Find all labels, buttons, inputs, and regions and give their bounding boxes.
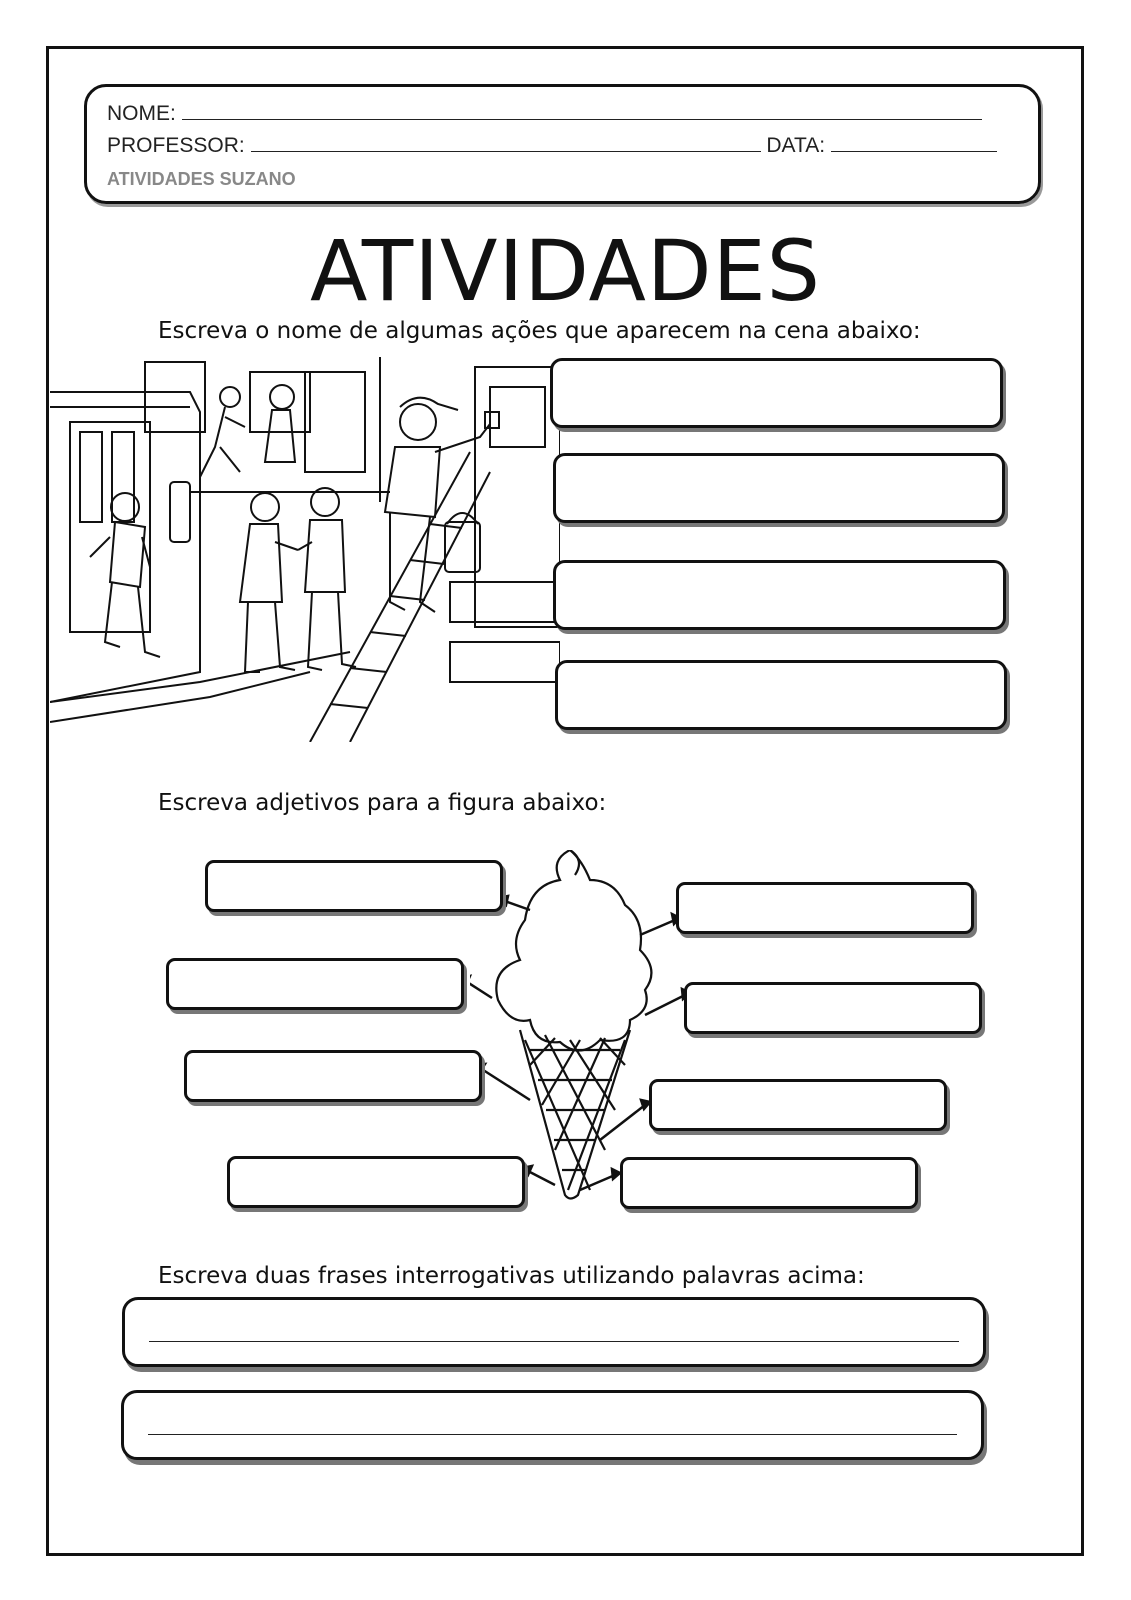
section2-instruction: Escreva adjetivos para a figura abaixo: xyxy=(158,790,607,816)
question-line-2[interactable] xyxy=(148,1434,957,1435)
name-row xyxy=(107,101,982,126)
action-answer-box-4[interactable] xyxy=(555,660,1007,730)
action-answer-box-1[interactable] xyxy=(550,358,1003,428)
adjective-box-left-2[interactable] xyxy=(166,958,464,1010)
section1-instruction: Escreva o nome de algumas ações que aparecem na cena abaixo: xyxy=(158,318,921,344)
name-field[interactable] xyxy=(182,101,982,120)
adjective-box-right-1[interactable] xyxy=(676,882,974,934)
adjective-box-left-1[interactable] xyxy=(205,860,503,912)
teacher-field[interactable] xyxy=(251,133,761,152)
teacher-date-row xyxy=(107,133,997,158)
street-scene-illustration xyxy=(50,352,560,742)
adjective-box-right-2[interactable] xyxy=(684,982,982,1034)
date-field[interactable] xyxy=(831,133,997,152)
action-answer-box-2[interactable] xyxy=(553,453,1005,523)
adjective-box-right-4[interactable] xyxy=(620,1157,918,1209)
student-info-header xyxy=(84,84,1041,204)
question-line-1[interactable] xyxy=(149,1341,959,1342)
question-sentence-box-2[interactable] xyxy=(121,1390,984,1460)
action-answer-box-3[interactable] xyxy=(553,560,1006,630)
section3-instruction: Escreva duas frases interrogativas utilizando palavras acima: xyxy=(158,1263,865,1289)
adjective-box-left-4[interactable] xyxy=(227,1156,525,1208)
name-label: NOME: xyxy=(107,102,176,125)
adjective-box-right-3[interactable] xyxy=(649,1079,947,1131)
question-sentence-box-1[interactable] xyxy=(122,1297,986,1367)
date-label: DATA: xyxy=(766,134,826,157)
adjective-box-left-3[interactable] xyxy=(184,1050,482,1102)
teacher-label: PROFESSOR: xyxy=(107,134,245,157)
page-title: ATIVIDADES xyxy=(309,222,821,320)
brand-label: ATIVIDADES SUZANO xyxy=(107,169,296,189)
